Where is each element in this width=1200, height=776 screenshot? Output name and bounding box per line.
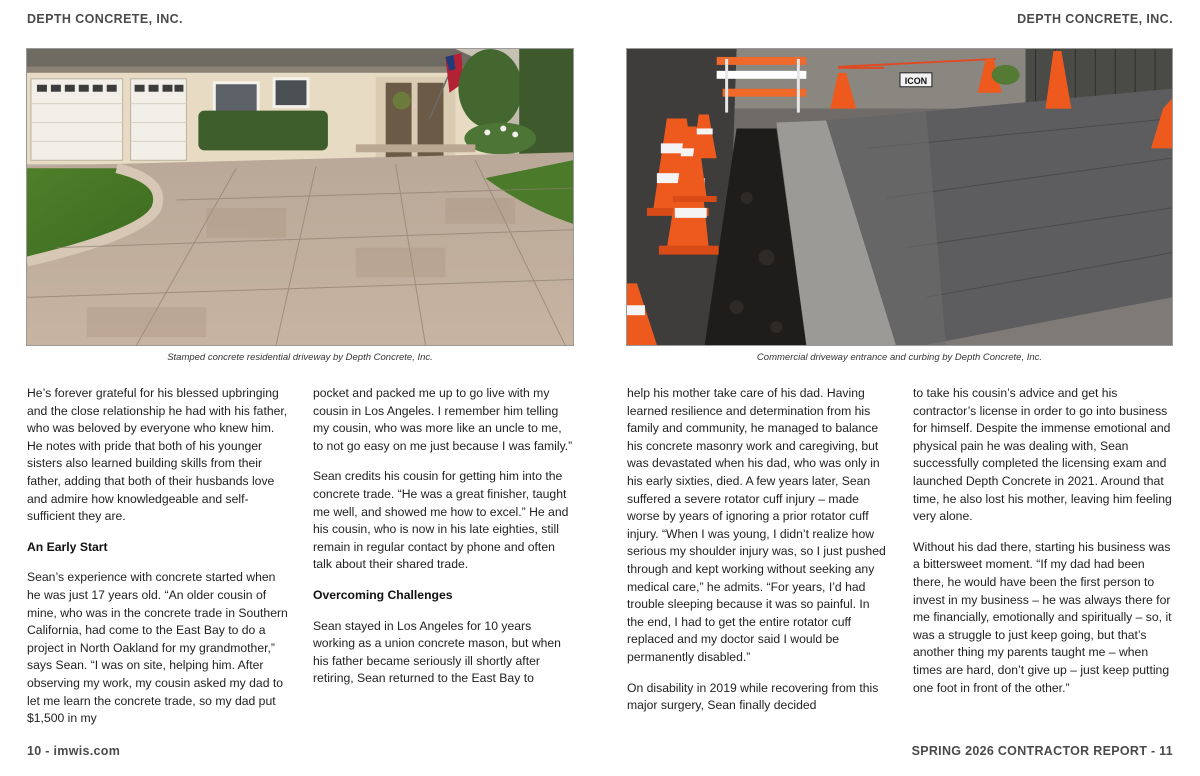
paragraph: Sean credits his cousin for getting him into the concrete trade. “He was a great finisher, taught me well, and showed me how to excel.” He and his cousin, who is now in his late eighties, still remain in regular contact by phone and often talk about their shared trade. bbox=[313, 469, 569, 572]
photo-caption-right: Commercial driveway entrance and curbing by Depth Concrete, Inc. bbox=[756, 352, 1043, 363]
subheading-overcoming-challenges: Overcoming Challenges bbox=[313, 587, 453, 602]
paragraph: pocket and packed me up to go live with my cousin in Los Angeles. I remember him telling my cousin, who was more like an uncle to me, to not go easy on me just because I was family.” bbox=[313, 386, 573, 453]
page-number-left: 10 - imwis.com bbox=[27, 744, 121, 758]
running-head-left: DEPTH CONCRETE, INC. bbox=[27, 12, 183, 26]
sign-text: ICON bbox=[904, 75, 928, 86]
article-column-1 bbox=[27, 385, 289, 741]
paragraph: to take his cousin’s advice and get his contractor’s license in order to go into business for himself. Despite the immense emotional and physical pain he was dealing with, Sean successfully completed the licensing exam and launched Depth Concrete in 2021. Around that time, he also lost his mother, leaving him feeling very alone. bbox=[913, 386, 1172, 524]
paragraph: He’s forever grateful for his blessed upbringing and the close relationship he had with his father, who was beloved by everyone who knew him. He notes with pride that both of his younger sisters also learned building skills from their father, adding that both of their husbands love and admire how knowledgeable and self-sufficient they are. bbox=[27, 386, 288, 524]
paragraph: Sean stayed in Los Angeles for 10 years working as a union concrete mason, but when his father became seriously ill shortly after retiring, Sean returned to the East Bay to bbox=[313, 618, 561, 686]
photo-caption-left: Stamped concrete residential driveway by Depth Concrete, Inc. bbox=[167, 352, 433, 363]
paragraph: On disability in 2019 while recovering from this major surgery, Sean finally decided bbox=[627, 680, 879, 713]
driveway-photo bbox=[26, 48, 574, 346]
article-column-4 bbox=[913, 385, 1175, 710]
page-number-right: SPRING 2026 CONTRACTOR REPORT - 11 bbox=[911, 744, 1173, 758]
paragraph: help his mother take care of his dad. Having learned resilience and determination from his family and community, he managed to balance his concrete masonry work and caregiving, but was devastated when his dad, who was only in his early sixties, died. A few years later, Sean suffered a severe rotator cuff injury – made worse by years of ignoring a prior rotator cuff injury. “When I was young, I didn’t realize how serious my shoulder injury was, so I just pushed through and kept working without seeking any medical care,” he admits. “For years, I’d had trouble sleeping because it was so painful. In the end, I had to get the entire rotator cuff replaced and my doctor said I would be permanently disabled.” bbox=[627, 386, 886, 664]
running-head-right: DEPTH CONCRETE, INC. bbox=[1017, 12, 1173, 26]
paragraph: Without his dad there, starting his business was a bittersweet moment. “If my dad had been there, he would have been the first person to invest in my business – he was always there for me financially, emotionally and spiritually – so, it was a struggle to just keep going, but that’s another thing my parents taught me – when times are hard, don’t give up – just keep putting one foot in front of the other.” bbox=[913, 539, 1172, 695]
paragraph: Sean’s experience with concrete started when he was just 17 years old. “An older cousin of mine, who was in the concrete trade in Southern California, had come to the East Bay to do a project in North Oakland for my grandmother,” says Sean. “I was on site, helping him. After observing my work, my cousin asked my dad to let me learn the concrete trade, so my dad put $1,500 in my bbox=[27, 570, 288, 726]
article-column-3 bbox=[627, 385, 889, 728]
article-column-2 bbox=[313, 385, 575, 701]
curbing-photo bbox=[626, 48, 1173, 346]
subheading-an-early-start: An Early Start bbox=[27, 539, 108, 554]
